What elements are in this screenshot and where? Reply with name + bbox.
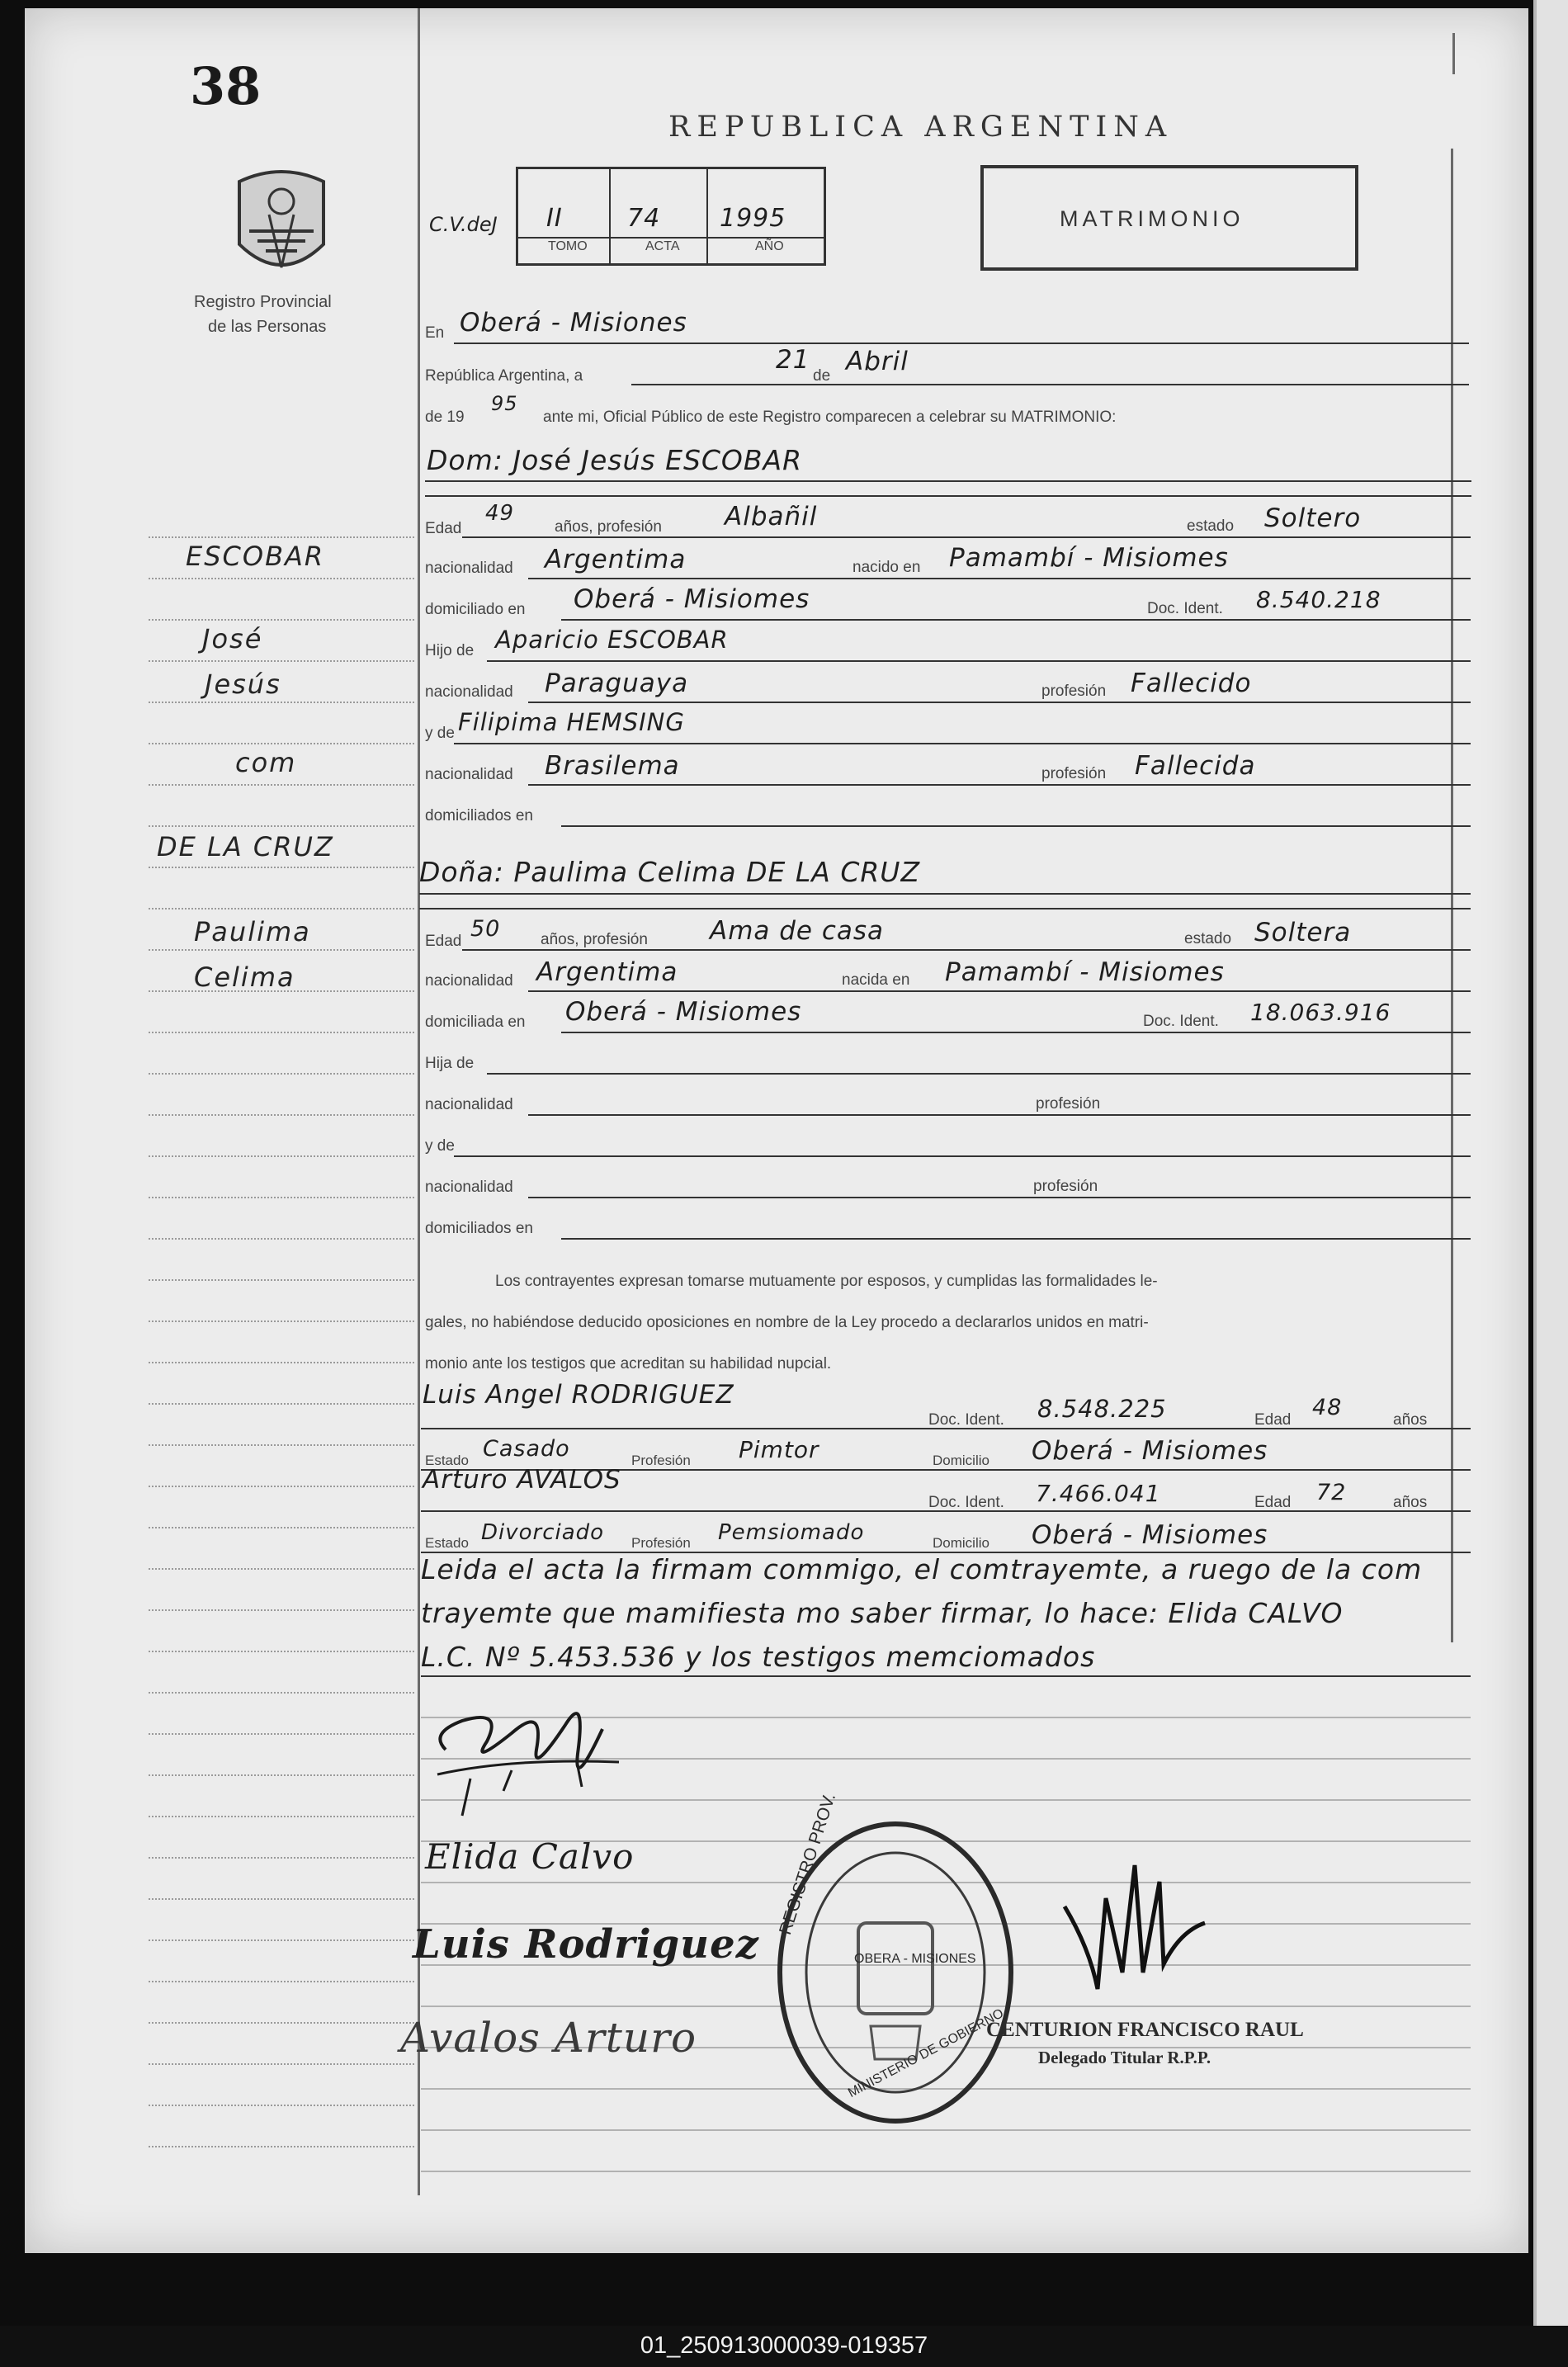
bride-full: Doña: Paulima Celima DE LA CRUZ <box>419 856 921 888</box>
groom-mother-prof-label: profesión <box>1041 765 1107 782</box>
anio-value: 1995 <box>720 204 786 233</box>
groom-yde-label: y de <box>425 725 455 742</box>
groom-father-prof: Fallecido <box>1131 669 1252 698</box>
intro-month: Abril <box>846 347 909 376</box>
groom-nationality: Argentima <box>545 545 687 574</box>
official-title: Delegado Titular R.P.P. <box>1038 2048 1211 2067</box>
bride-dom-label: domiciliada en <box>425 1013 526 1031</box>
margin-rule-line <box>149 1114 414 1116</box>
margin-rule-line <box>149 949 414 951</box>
margin-rule-line <box>149 1403 414 1405</box>
margin-rule-line <box>149 784 414 786</box>
bride-nac-label: nacionalidad <box>425 972 513 990</box>
witness1-age: 48 <box>1312 1395 1343 1420</box>
margin-con: com <box>235 747 297 778</box>
margin-groom-name2: Jesús <box>205 669 281 700</box>
margin-rule-line <box>149 702 414 703</box>
intro-text: ante mi, Oficial Público de este Registro comparecen a celebrar su MATRIMONIO: <box>543 409 1117 426</box>
certificate-page <box>25 8 1528 2253</box>
bride-father-nac-label: nacionalidad <box>425 1096 513 1113</box>
act-type: MATRIMONIO <box>1060 206 1244 231</box>
bride-edad-label: Edad <box>425 933 462 950</box>
signature-groom <box>413 1675 660 1828</box>
signature-avalos: Avalos Arturo <box>400 2014 697 2062</box>
witness1-anos-label: años <box>1393 1411 1428 1429</box>
page-number: 38 <box>190 56 262 116</box>
groom-mother-nat: Brasilema <box>545 751 680 781</box>
bride-mother-nac-label: nacionalidad <box>425 1179 513 1196</box>
margin-rule-line <box>149 1981 414 1982</box>
witness1-prof-label: Profesión <box>631 1453 691 1468</box>
intro-year-label: de 19 <box>425 409 465 426</box>
bride-birthplace: Pamambí - Misiomes <box>945 957 1225 987</box>
witness1-doc: 8.548.225 <box>1037 1395 1167 1423</box>
margin-rule-line <box>149 660 414 662</box>
groom-doc: 8.540.218 <box>1256 586 1381 613</box>
intro-place: Oberá - Misiones <box>460 308 687 338</box>
groom-dom-label: domiciliado en <box>425 601 526 618</box>
witness1-edad-label: Edad <box>1254 1411 1292 1429</box>
anio-label: AÑO <box>755 239 784 253</box>
margin-rule-line <box>149 2146 414 2147</box>
bride-doc-label: Doc. Ident. <box>1143 1013 1219 1030</box>
witness1-dom-label: Domicilio <box>933 1453 989 1468</box>
intro-en-label: En <box>425 324 445 342</box>
witness1-doc-label: Doc. Ident. <box>928 1411 1004 1429</box>
tomo-value: II <box>546 204 563 233</box>
margin-rule-line <box>149 2105 414 2106</box>
margin-bride-name1: Paulima <box>194 916 311 947</box>
bride-domiciliados-label: domiciliados en <box>425 1220 533 1237</box>
margin-rule-line <box>149 1073 414 1075</box>
seal-text-2: MINISTERIO DE GOBIERNO <box>846 2006 1007 2101</box>
groom-hijo-label: Hijo de <box>425 642 475 659</box>
margin-rule-line <box>149 1362 414 1363</box>
witness2-age: 72 <box>1316 1480 1347 1505</box>
signature-calvo: Elida Calvo <box>425 1836 635 1877</box>
notes-line2: trayemte que mamifiesta mo saber firmar, lo hace: Elida CALVO <box>421 1597 1344 1629</box>
witness1-status: Casado <box>483 1436 570 1462</box>
groom-edad-label: Edad <box>425 520 462 537</box>
book-edge <box>1533 0 1568 2327</box>
margin-rule-line <box>149 1444 414 1446</box>
margin-rule-line <box>149 1197 414 1198</box>
intro-de-label: de <box>813 367 831 385</box>
bride-nationality: Argentima <box>536 957 678 987</box>
registry-name-line1: Registro Provincial <box>194 293 332 311</box>
intro-republica-label: República Argentina, a <box>425 367 583 385</box>
seal-text-3: OBERA - MISIONES <box>854 1952 976 1966</box>
acta-label: ACTA <box>645 239 680 253</box>
groom-mother-prof: Fallecida <box>1135 751 1256 781</box>
intro-year-suffix: 95 <box>491 392 518 415</box>
bride-hija-label: Hija de <box>425 1055 475 1072</box>
margin-rule-line <box>149 619 414 621</box>
lower-rule-line <box>421 2171 1471 2172</box>
seal-text-1: REGISTRO PROV. <box>776 1790 840 1938</box>
groom-mother: Filipima HEMSING <box>458 708 685 736</box>
intro-day: 21 <box>776 345 810 375</box>
registry-name-line2: de las Personas <box>208 318 327 336</box>
witness1-profession: Pimtor <box>739 1436 819 1463</box>
witness2-status: Divorciado <box>481 1520 605 1545</box>
header-title: REPUBLICA ARGENTINA <box>668 111 1174 144</box>
notes-line1: Leida el acta la firmam commigo, el comtrayemte, a ruego de la com <box>421 1553 1423 1585</box>
bride-mother-prof-label: profesión <box>1033 1178 1098 1195</box>
groom-profession: Albañil <box>725 502 818 532</box>
groom-estado-label: estado <box>1187 517 1235 535</box>
tomo-label: TOMO <box>548 239 588 253</box>
bride-father-prof-label: profesión <box>1036 1095 1101 1113</box>
margin-rule-line <box>149 1155 414 1157</box>
witness2-dom-label: Domicilio <box>933 1535 989 1551</box>
bride-profession: Ama de casa <box>710 916 885 946</box>
witness1-estado-label: Estado <box>425 1453 469 1468</box>
signature-rodriguez: Luis Rodriguez <box>413 1921 759 1968</box>
margin-rule-line <box>149 2063 414 2065</box>
groom-anos-label: años, profesión <box>555 518 662 536</box>
groom-father-prof-label: profesión <box>1041 683 1107 700</box>
margin-rule-line <box>149 1568 414 1570</box>
margin-rule-line <box>149 1939 414 1941</box>
right-border-top <box>1452 33 1455 74</box>
margin-rule-line <box>149 1857 414 1859</box>
margin-rule-line <box>149 1733 414 1735</box>
witness2-edad-label: Edad <box>1254 1494 1292 1511</box>
witness2-prof-label: Profesión <box>631 1535 691 1551</box>
margin-divider <box>418 8 420 2195</box>
witness2-estado-label: Estado <box>425 1535 469 1551</box>
bride-yde-label: y de <box>425 1137 455 1155</box>
margin-rule-line <box>149 1816 414 1817</box>
witness2-anos-label: años <box>1393 1494 1428 1511</box>
bride-nacida-label: nacida en <box>842 971 910 989</box>
groom-domicile: Oberá - Misiomes <box>574 584 810 614</box>
groom-father-nac-label: nacionalidad <box>425 683 513 701</box>
coat-of-arms-icon <box>233 165 330 289</box>
footer-id: 01_250913000039-019357 <box>640 2332 928 2359</box>
witness2-doc: 7.466.041 <box>1036 1480 1161 1507</box>
witness1-name: Luis Angel RODRIGUEZ <box>423 1380 734 1410</box>
acta-value: 74 <box>627 204 661 233</box>
groom-birthplace: Pamambí - Misiomes <box>949 543 1229 573</box>
witness2-profession: Pemsiomado <box>718 1520 865 1545</box>
margin-rule-line <box>149 743 414 744</box>
margin-rule-line <box>149 1321 414 1322</box>
bride-domicile: Oberá - Misiomes <box>565 997 802 1027</box>
footer-bar <box>0 2326 1568 2367</box>
groom-nacido-label: nacido en <box>852 559 921 576</box>
groom-domiciliados-label: domiciliados en <box>425 807 533 824</box>
groom-nac-label: nacionalidad <box>425 560 513 577</box>
margin-rule-line <box>149 1032 414 1033</box>
bride-status: Soltera <box>1254 918 1352 947</box>
witness2-doc-label: Doc. Ident. <box>928 1494 1004 1511</box>
groom-status: Soltero <box>1264 503 1362 533</box>
margin-rule-line <box>149 1238 414 1240</box>
margin-bride-surname: DE LA CRUZ <box>157 831 334 862</box>
margin-rule-line <box>149 1774 414 1776</box>
paragraph-line3: monio ante los testigos que acreditan su habilidad nupcial. <box>425 1355 832 1372</box>
groom-mother-nac-label: nacionalidad <box>425 766 513 783</box>
margin-rule-line <box>149 1651 414 1652</box>
margin-rule-line <box>149 2022 414 2024</box>
groom-father: Aparicio ESCOBAR <box>495 626 729 654</box>
paragraph-line2: gales, no habiéndose deducido oposiciones en nombre de la Ley procedo a declararlos unidos en matri- <box>425 1314 1149 1331</box>
margin-rule-line <box>149 1486 414 1487</box>
volume-label: C.V.deJ <box>429 213 498 236</box>
right-border <box>1451 149 1453 1642</box>
paragraph-line1: Los contrayentes expresan tomarse mutuamente por esposos, y cumplidas las formalidades le- <box>495 1273 1158 1290</box>
bride-age: 50 <box>470 916 501 942</box>
bride-anos-label: años, profesión <box>541 931 648 948</box>
margin-groom-surname: ESCOBAR <box>186 541 325 572</box>
notes-line3: L.C. Nº 5.453.536 y los testigos memciomados <box>421 1641 1096 1673</box>
groom-father-nat: Paraguaya <box>545 669 689 698</box>
margin-rule-line <box>149 1898 414 1900</box>
margin-rule-line <box>149 578 414 579</box>
margin-rule-line <box>149 1692 414 1694</box>
witness2-name: Arturo AVALOS <box>423 1465 621 1495</box>
margin-rule-line <box>149 1279 414 1281</box>
signature-official <box>1048 1849 1213 1997</box>
margin-rule-line <box>149 908 414 909</box>
margin-rule-line <box>149 1527 414 1528</box>
bride-estado-label: estado <box>1184 930 1232 947</box>
margin-rule-line <box>149 536 414 538</box>
groom-doc-label: Doc. Ident. <box>1147 600 1223 617</box>
witness1-domicile: Oberá - Misiomes <box>1032 1436 1268 1466</box>
margin-rule-line <box>149 867 414 868</box>
margin-rule-line <box>149 825 414 827</box>
groom-full: Dom: José Jesús ESCOBAR <box>427 444 803 476</box>
margin-groom-name1: José <box>202 623 263 654</box>
margin-bride-name2: Celima <box>194 961 295 993</box>
bride-doc: 18.063.916 <box>1250 999 1391 1026</box>
groom-age: 49 <box>485 501 515 526</box>
official-name: CENTURION FRANCISCO RAUL <box>986 2019 1304 2041</box>
margin-rule-line <box>149 1609 414 1611</box>
witness2-domicile: Oberá - Misiomes <box>1032 1520 1268 1550</box>
